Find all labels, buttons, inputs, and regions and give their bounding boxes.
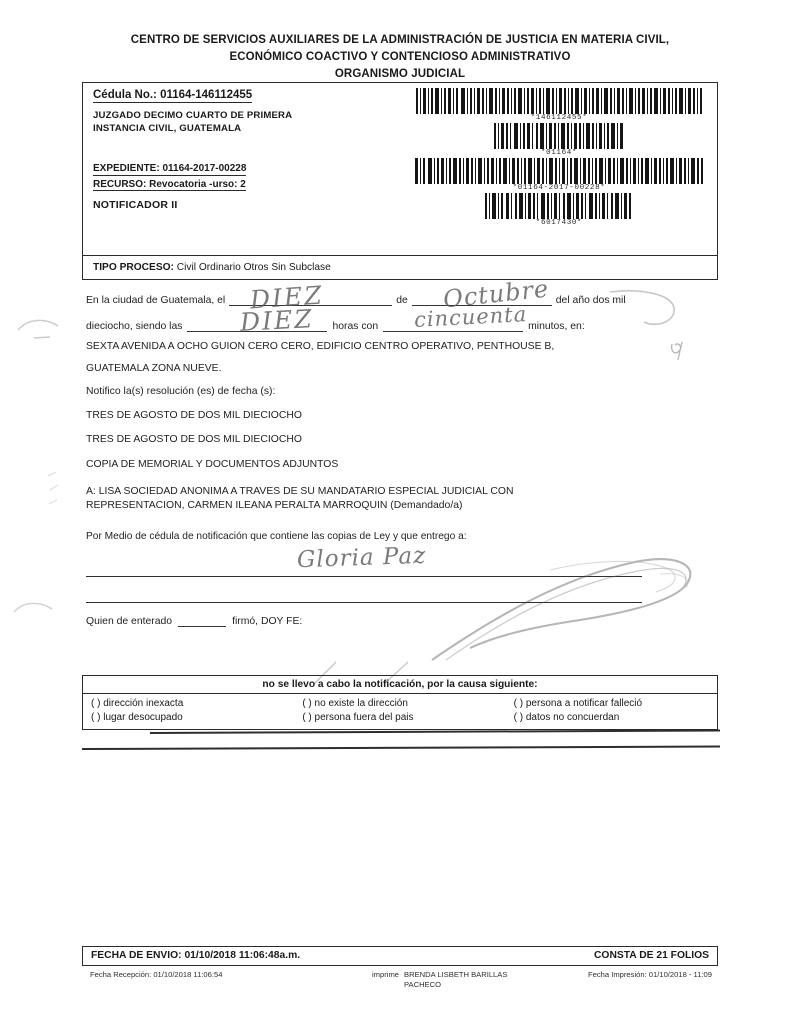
quien-enterado-blank[interactable] — [178, 615, 226, 627]
recipient-line-2: REPRESENTACION, CARMEN ILEANA PERALTA MARROQUIN (Demandado/a) — [86, 500, 463, 511]
imprime-name-line-1: BRENDA LISBETH BARILLAS — [404, 970, 508, 979]
imprime-block — [372, 970, 507, 989]
causa-no-notificacion-table — [82, 675, 718, 730]
header-line-2: ECONÓMICO COACTIVO Y CONTENCIOSO ADMINISTRATIVO — [229, 51, 571, 63]
quien-enterado-prefix: Quien de enterado — [86, 616, 173, 627]
recipient-line-1: A: LISA SOCIEDAD ANONIMA A TRAVES DE SU MANDATARIO ESPECIAL JUDICIAL CON — [86, 486, 514, 497]
causa-option-persona-fuera-pais[interactable]: ( ) persona fuera del pais — [302, 711, 414, 723]
fecha-impresion: Fecha Impresión: 01/10/2018 - 11:09 — [588, 970, 712, 979]
resolution-copy-note: COPIA DE MEMORIAL Y DOCUMENTOS ADJUNTOS — [86, 459, 339, 470]
court-line-2: INSTANCIA CIVIL, GUATEMALA — [93, 122, 242, 134]
causa-column-2 — [294, 697, 505, 725]
footer-summary-box — [82, 946, 718, 966]
header-line-3: ORGANISMO JUDICIAL — [334, 68, 466, 80]
barcode-folio-text: *6017430* — [535, 219, 583, 227]
causa-option-datos-no-concuerdan[interactable]: ( ) datos no concuerdan — [513, 711, 620, 723]
delivery-rule-1 — [86, 576, 642, 577]
barcode-juzgado-text: *01164* — [540, 149, 578, 157]
imprime-label: imprime — [372, 970, 400, 979]
header-line-1: CENTRO DE SERVICIOS AUXILIARES DE LA ADMINISTRACIÓN DE JUSTICIA EN MATERIA CIVIL, — [130, 34, 670, 46]
quien-enterado-suffix: firmó, DOY FE: — [232, 616, 303, 627]
causa-title: no se llevo a cabo la notificación, por la causa siguiente: — [83, 676, 717, 694]
causa-option-lugar-desocupado[interactable]: ( ) lugar desocupado — [91, 711, 183, 723]
dieciocho-prefix-label: dieciocho, siendo las — [86, 321, 183, 332]
tipo-proceso-label: TIPO PROCESO: — [93, 262, 174, 273]
quien-enterado-line — [86, 615, 302, 627]
causa-option-no-existe-direccion[interactable]: ( ) no existe la dirección — [302, 697, 408, 709]
imprime-name-line-2: PACHECO — [404, 979, 442, 989]
city-prefix-label: En la ciudad de Guatemala, el — [86, 295, 226, 306]
fecha-envio: FECHA DE ENVIO: 01/10/2018 11:06:48a.m. — [91, 950, 301, 961]
resolution-date-2: TRES DE AGOSTO DE DOS MIL DIECIOCHO — [86, 434, 302, 445]
por-medio-label: Por Medio de cédula de notificación que contiene las copias de Ley y que entrego a: — [86, 531, 467, 542]
handwritten-day: DIEZ — [249, 280, 325, 315]
minutes-blank[interactable] — [383, 320, 523, 332]
court-line-1: JUZGADO DECIMO CUARTO DE PRIMERA — [93, 110, 293, 121]
address-line-1: SEXTA AVENIDA A OCHO GUION CERO CERO, EDIFICIO CENTRO OPERATIVO, PENTHOUSE B, — [86, 341, 555, 352]
minutos-label: minutos, en: — [528, 321, 585, 332]
handwritten-hour: DIEZ — [239, 304, 315, 337]
notifico-label: Notifico la(s) resolución (es) de fecha (s): — [86, 386, 276, 397]
causa-column-1 — [83, 697, 294, 725]
hour-blank[interactable] — [187, 320, 327, 332]
handwritten-month: Octubre — [441, 274, 551, 314]
barcode-expediente-text: *01164-2017-00228* — [512, 184, 606, 192]
handwritten-recipient-name: Gloria Paz — [296, 542, 427, 574]
consta-folios: CONSTA DE 21 FOLIOS — [594, 950, 709, 961]
causa-options-grid — [83, 694, 717, 729]
causa-column-3 — [506, 697, 717, 725]
tipo-proceso-value: Civil Ordinario Otros Sin Subclase — [176, 262, 331, 273]
date-line-2 — [86, 320, 585, 332]
causa-option-persona-fallecio[interactable]: ( ) persona a notificar falleció — [513, 697, 643, 709]
horas-label: horas con — [332, 321, 379, 332]
date-line-1 — [86, 294, 626, 306]
barcode-cedula-text: *146112455* — [530, 114, 588, 122]
notificador-label: NOTIFICADOR II — [93, 199, 178, 211]
causa-option-direccion-inexacta[interactable]: ( ) dirección inexacta — [91, 697, 184, 709]
handwritten-minutes: cincuenta — [413, 302, 528, 332]
cedula-number: Cédula No.: 01164-146112455 — [93, 89, 253, 101]
expediente-value: EXPEDIENTE: 01164-2017-00228 — [93, 163, 247, 174]
fecha-recepcion: Fecha Recepción: 01/10/2018 11:06:54 — [90, 970, 223, 979]
recurso-value: RECURSO: Revocatoria -urso: 2 — [93, 178, 246, 190]
day-blank[interactable] — [229, 294, 392, 306]
address-line-2: GUATEMALA ZONA NUEVE. — [86, 363, 222, 374]
month-blank[interactable] — [412, 294, 552, 306]
year-suffix-label: del año dos mil — [555, 295, 626, 306]
resolution-date-1: TRES DE AGOSTO DE DOS MIL DIECIOCHO — [86, 410, 302, 421]
delivery-rule-2 — [86, 602, 642, 603]
de-label: de — [396, 295, 408, 306]
